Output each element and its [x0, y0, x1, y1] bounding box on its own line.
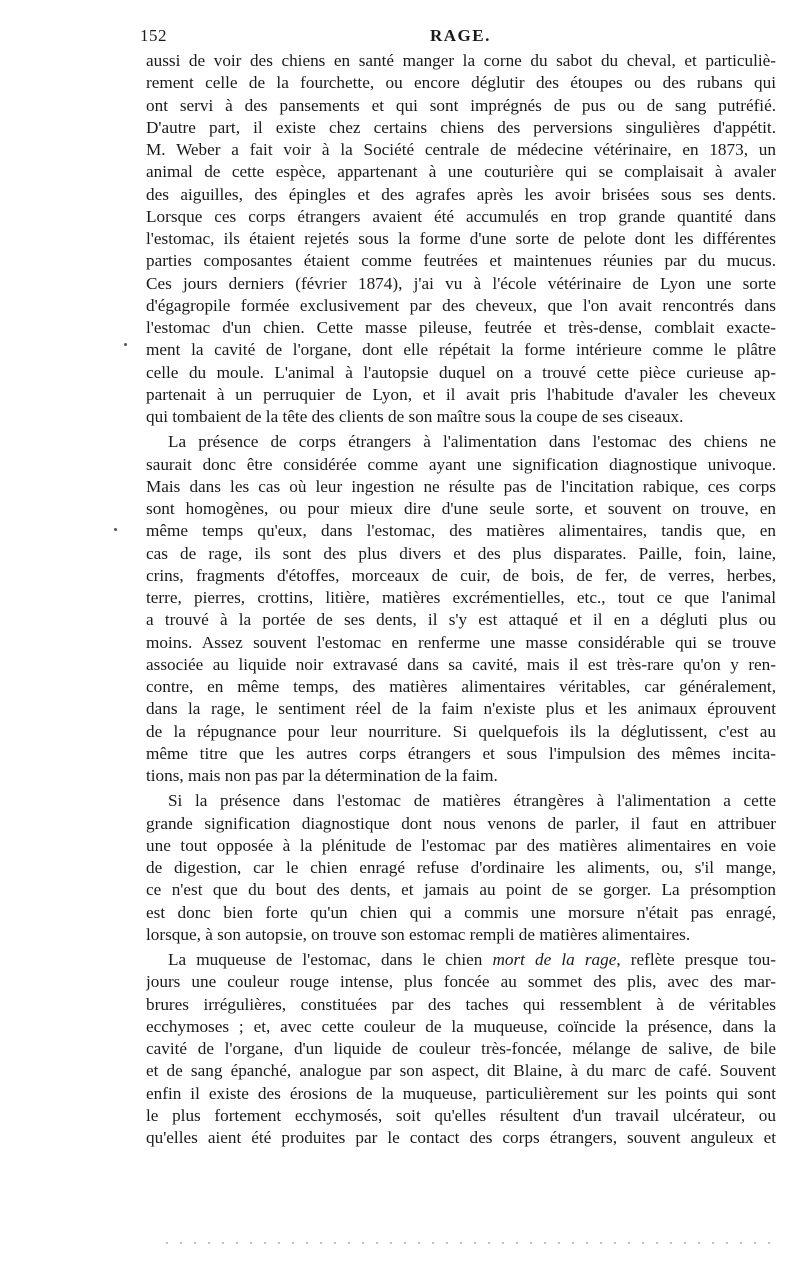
running-head: RAGE. — [430, 26, 491, 45]
text-line: lorsque, à son autopsie, on trouve son estomac rempli de matières alimentaires. — [146, 924, 691, 944]
text-line: associée au liquide noir extravasé dans sa cavité, mais il est très-rare qu'on y ren- — [146, 654, 776, 674]
page-number: 152 — [140, 26, 167, 45]
text-line: et de sang épanché, analogue par son aspect, dit Blaine, à du marc de café. Souvent — [146, 1061, 776, 1081]
text-line: sont homogènes, ou pour mieux dire d'une seule sorte, et souvent on trouve, en — [146, 499, 776, 518]
text-line: terre, pierres, crottins, litière, matières excrémentielles, etc., tout ce que l'animal — [146, 588, 776, 607]
body-text — [146, 50, 776, 1149]
text-line: d'égagropile formée exclusivement par des cheveux, que l'on avait rencontrés dans — [146, 295, 776, 315]
paragraph — [146, 50, 776, 428]
text-line: dans la rage, le sentiment réel de la faim n'existe plus et les animaux éprouvent — [146, 699, 776, 719]
bottom-scan-noise — [160, 1240, 770, 1246]
text-line: partenait à un perruquier de Lyon, et il avait pris l'habitude d'avaler les cheveux — [146, 384, 776, 404]
text-line: M. Weber a fait voir à la Société centrale de médecine vétérinaire, en 1873, un — [146, 140, 776, 159]
paragraph — [146, 949, 776, 1149]
text-line: parties composantes étaient comme feutrées et maintenues réunies par du mucus. — [146, 251, 776, 271]
text-line: moins. Assez souvent l'estomac en renferme une masse considérable qui se trouve — [146, 632, 776, 652]
text-line: tions, mais non pas par la détermination de la faim. — [146, 766, 498, 785]
text-line: ont servi à des pansements et qui sont imprégnés de pus ou de sang putréfié. — [146, 95, 776, 115]
text-line: de la répugnance pour leur nourriture. Si quelquefois ils la déglutissent, c'est au — [146, 721, 776, 741]
text-line: cas de rage, ils sont des plus divers et des plus disparates. Paille, foin, laine, — [146, 543, 776, 563]
margin-speck — [124, 343, 127, 346]
text-line: qui tombaient de la tête des clients de son maître sous la coupe de ses ciseaux. — [146, 407, 684, 426]
text-line: Ces jours derniers (février 1874), j'ai vu à l'école vétérinaire de Lyon une sorte — [146, 273, 776, 293]
text-line: enfin il existe des érosions de la muqueuse, particulièrement sur les points qui sont — [146, 1083, 776, 1103]
text-line: ce n'est que du bout des dents, et jamais au point de se gorger. La présomption — [146, 880, 776, 900]
paragraph — [146, 790, 776, 946]
text-line: celle du moule. L'animal à l'autopsie duquel on a trouvé cette pièce curieuse ap- — [146, 362, 776, 382]
text-line: le plus fortement ecchymosés, soit qu'elles résultent d'un travail ulcérateur, ou — [146, 1105, 776, 1125]
text-line: Si la présence dans l'estomac de matières étrangères à l'alimentation a cette — [168, 791, 776, 811]
text-line: Lorsque ces corps étrangers avaient été accumulés en trop grande quantité dans — [146, 206, 776, 226]
text-line: qu'elles aient été produites par le contact des corps étrangers, souvent anguleux et — [146, 1128, 776, 1147]
margin-speck — [114, 528, 117, 531]
text-line: même titre que les autres corps étrangers et sous l'impulsion des mêmes incita- — [146, 743, 776, 763]
text-line: ment la cavité de l'organe, dont elle répétait la forme intérieure comme le plâtre — [146, 340, 776, 360]
text-line: grande signification diagnostique dont nous venons de parler, il faut en attribuer — [146, 813, 776, 833]
text-line: La présence de corps étrangers à l'alimentation dans l'estomac des chiens ne — [168, 432, 776, 452]
text-line: jours une couleur rouge intense, plus foncée au sommet des plis, avec des mar- — [146, 972, 776, 992]
text-line: aussi de voir des chiens en santé manger la corne du sabot du cheval, et particuliè- — [146, 51, 776, 70]
text-line: brures irrégulières, constituées par des taches qui ressemblent à de véritables — [146, 994, 776, 1014]
text-line: est donc bien forte qu'un chien qui a commis une morsure n'était pas enragé, — [146, 902, 776, 922]
text-line: Mais dans les cas où leur ingestion ne résulte pas de l'incitation rabique, ces corps — [146, 476, 776, 496]
text-line: saurait donc être considérée comme ayant une signification diagnostique univoque. — [146, 454, 776, 474]
text-line: des aiguilles, des épingles et des agrafes après les avoir brisées sous ses dents. — [146, 184, 776, 204]
text-line: D'autre part, il existe chez certains chiens des perversions singulières d'appétit. — [146, 117, 776, 137]
text-line: même temps qu'eux, dans l'estomac, des matières alimentaires, tandis que, en — [146, 521, 776, 541]
text-line: l'estomac d'un chien. Cette masse pileuse, feutrée et très-dense, comblait exacte- — [146, 318, 776, 337]
text-line: rement celle de la fourchette, ou encore déglutir des étoupes ou des rubans qui — [146, 73, 776, 93]
text-line: contre, en même temps, des matières alimentaires véritables, car généralement, — [146, 677, 776, 696]
page-header — [140, 24, 772, 48]
text-line: crins, fragments d'étoffes, morceaux de cuir, de bois, de fer, de verres, herbes, — [146, 565, 776, 585]
text-line: a trouvé à la portée de ses dents, il s'y est attaqué et il en a dégluti plus ou — [146, 610, 776, 630]
paragraph — [146, 431, 776, 787]
text-line: de digestion, car le chien enragé refuse d'ordinaire les aliments, ou, s'il mange, — [146, 858, 776, 877]
text-line: ecchymoses ; et, avec cette couleur de la muqueuse, coïncide la présence, dans la — [146, 1016, 776, 1036]
text-line: l'estomac, ils étaient rejetés sous la forme d'une sorte de pelote dont les différentes — [146, 229, 776, 248]
text-line: une tout opposée à la plénitude de l'estomac par des matières alimentaires en voie — [146, 835, 776, 855]
text-line: cavité de l'organe, d'un liquide de couleur très-foncée, mélange de salive, de bile — [146, 1039, 776, 1058]
text-line: La muqueuse de l'estomac, dans le chien mort de la rage, reflète presque tou- — [168, 950, 776, 969]
text-line: animal de cette espèce, appartenant à une couturière qui se complaisait à avaler — [146, 162, 776, 182]
